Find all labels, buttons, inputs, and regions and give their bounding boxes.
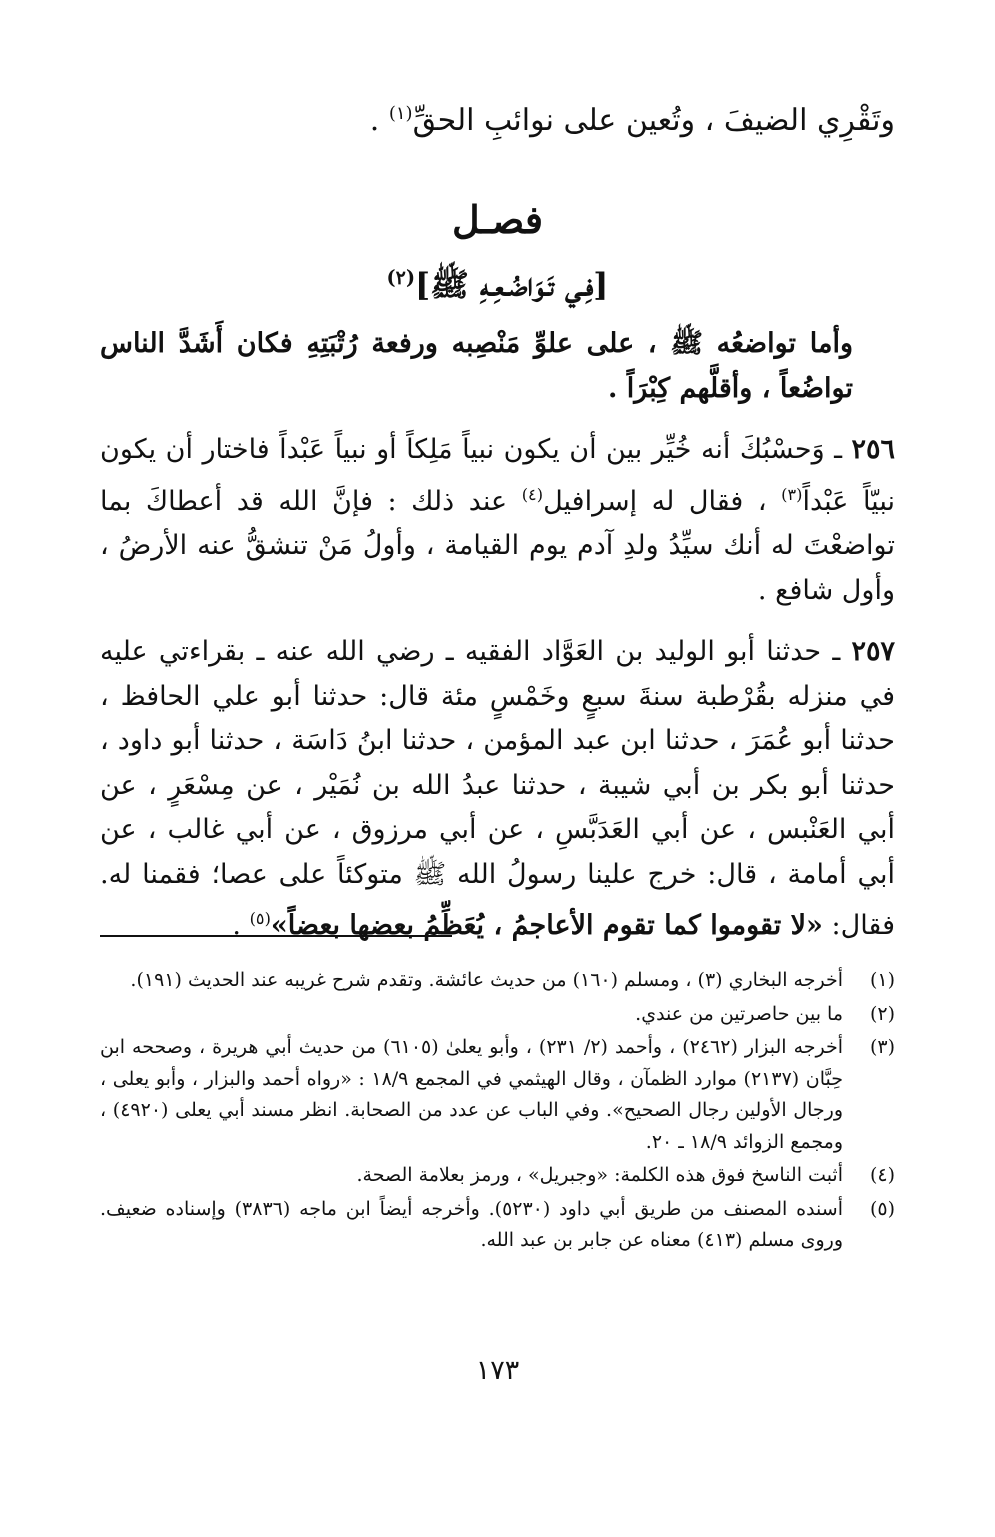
- hadith-end: .: [232, 910, 250, 941]
- footnote: [100, 1160, 895, 1192]
- footnote-text: أثبت الناسخ فوق هذه الكلمة: «وجبريل» ، ورمز بعلامة الصحة.: [356, 1164, 843, 1186]
- page-number: ١٧٣: [475, 1355, 520, 1386]
- footnote-ref[interactable]: (٤): [521, 484, 544, 504]
- hadith-number: ٢٥٧: [851, 636, 895, 667]
- footnote-mark: (٢): [869, 1002, 895, 1025]
- opening-line: [100, 88, 895, 147]
- footnote-text: أسنده المصنف من طريق أبي داود (٥٢٣٠). وأخرجه أيضاً ابن ماجه (٣٨٣٦) وإسناده ضعيف. وروى مسلم (٤١٣) معناه عن جابر بن عبد الله.: [100, 1197, 843, 1251]
- opening-end: .: [369, 103, 389, 138]
- footnote-text: ما بين حاصرتين من عندي.: [635, 1002, 843, 1025]
- footnote: [100, 1032, 895, 1158]
- footnote-separator: [100, 935, 452, 937]
- footnote-ref[interactable]: (٢): [386, 266, 416, 289]
- footnote-text: أخرجه البزار (٢٤٦٢) ، وأحمد (٢/ ٢٣١) ، وأبو يعلىٰ (٦١٠٥) من حديث أبي هريرة ، وصححه ابن حِبَّان (٢١٣٧) موارد الظمآن ، وقال الهيثمي في المجمع ١٨/٩ : «رواه أحمد والبزار ، وأبو يعلى ، ورجال الأولين رجال الصحيح». وفي الباب عن عدد من الصحابة. انظر مسند أبي يعلى (٤٩٢٠) ، ومجمع الزوائد ١٨/٩ ـ ٢٠.: [100, 1036, 844, 1153]
- main-text: [100, 322, 895, 966]
- footnote: [100, 999, 895, 1031]
- footnote: [100, 965, 895, 997]
- hadith-number: ٢٥٦: [851, 434, 895, 465]
- hadith-257: [100, 630, 895, 949]
- footnote-ref[interactable]: (٥): [249, 909, 271, 928]
- hadith-text: عند ذلك : فإنَّ الله قد أعطاكَ بما تواضعْتَ له أنك سيِّدُ ولدِ آدم يوم القيامة ، وأولُ مَنْ تنشقُّ عنه الأرضُ ، وأول شافع .: [100, 485, 895, 606]
- section-subtitle-text: [فِـي تَـوَاضُـعِـهِ ﷺ]: [415, 265, 609, 304]
- intro-paragraph: وأما تواضعُه ﷺ ، على علوِّ مَنْصِبه ورفعة رُتْبَتِهِ فكان أَشَدَّ الناس تواضُعاً ، وأقلَّهم كِبْرَاً .: [100, 328, 853, 404]
- section-title: فصـل: [451, 197, 544, 242]
- footnote-ref[interactable]: (١): [388, 103, 413, 124]
- hadith-text: ـ حدثنا أبو الوليد بن العَوَّاد الفقيه ـ رضي الله عنه ـ بقراءتي عليه في منزله بقُرْطبة سنةَ سبعٍ وخَمْسٍ مئة قال: حدثنا أبو علي الحافظ ، حدثنا أبو عُمَرَ ، حدثنا ابن عبد المؤمن ، حدثنا ابنُ دَاسَة ، حدثنا أبو داود ، حدثنا أبو بكر بن أبي شيبة ، حدثنا عبدُ الله بن نُمَيْر ، عن مِسْعَرٍ ، عن أبي العَنْبس ، عن أبي العَدَبَّسِ ، عن أبي مرزوق ، عن أبي غالب ، عن أبي أمامة ، قال: خرج علينا رسولُ الله ﷺ متوكئاً على عصا؛ فقمنا له. فقال:: [100, 636, 895, 941]
- opening-text: وتَقْرِي الضيفَ ، وتُعين على نوائبِ الحقِّ: [412, 103, 895, 138]
- footnote: [100, 1194, 895, 1257]
- hadith-256: [100, 428, 895, 613]
- footnote-mark: (٥): [869, 1197, 895, 1220]
- footnote-mark: (٤): [869, 1164, 895, 1186]
- footnote-text: أخرجه البخاري (٣) ، ومسلم (١٦٠) من حديث عائشة. وتقدم شرح غريبه عند الحديث (١٩١).: [130, 969, 843, 991]
- hadith-text: ، فقال له إسرافيل: [543, 485, 782, 517]
- footnote-ref[interactable]: (٣): [781, 484, 803, 504]
- footnote-mark: (٣): [869, 1036, 895, 1058]
- hadith-quote: «لا تقوموا كما تقوم الأعاجمُ ، يُعَظِّمُ بعضها بعضاً»: [270, 910, 823, 941]
- footnote-mark: (١): [869, 969, 895, 991]
- hadith-text: ـ وَحسْبُكَ أنه خُيِّر بين أن يكون نبياً مَلِكاً أو نبياً عَبْداً فاختار أن يكون نبيّاً عَبْداً: [100, 434, 895, 517]
- section-subtitle: [0, 252, 995, 311]
- footnotes: [100, 965, 895, 1259]
